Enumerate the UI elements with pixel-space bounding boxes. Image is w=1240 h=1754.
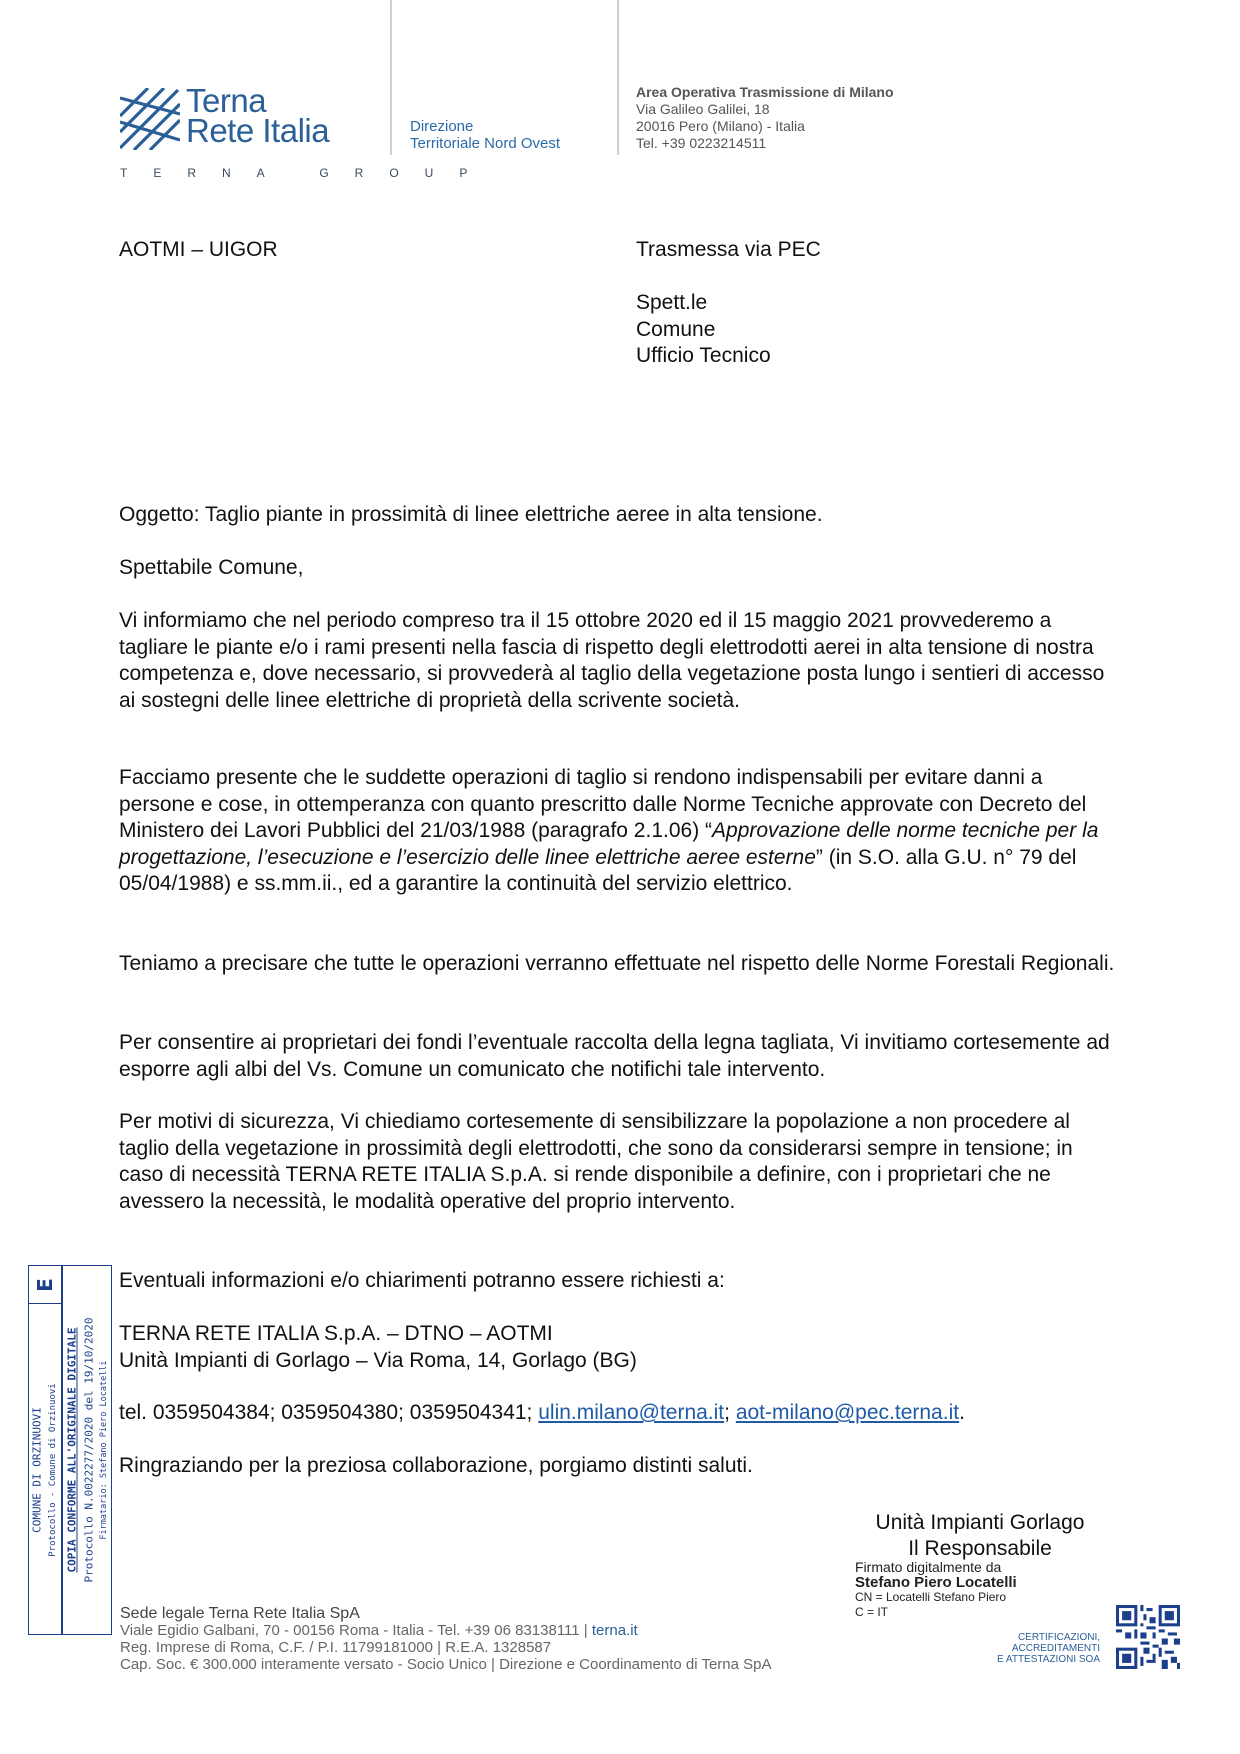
digital-signature-cn: CN = Locatelli Stefano Piero bbox=[855, 1590, 1007, 1604]
stamp-col-3 bbox=[63, 1266, 81, 1634]
greeting: Spettabile Comune, bbox=[119, 556, 304, 579]
footer-website-link[interactable]: terna.it bbox=[591, 1622, 638, 1639]
header-divider-2 bbox=[617, 0, 619, 155]
email-link-ulin[interactable]: ulin.milano@terna.it bbox=[538, 1401, 725, 1424]
area-title: Area Operativa Trasmissione di Milano bbox=[636, 84, 894, 100]
area-tel: Tel. +39 0223214511 bbox=[636, 135, 767, 151]
protocol-stamp bbox=[28, 1265, 112, 1635]
footer-line1 bbox=[120, 1622, 771, 1639]
terna-logo-icon bbox=[120, 88, 180, 150]
recipient-block bbox=[636, 290, 771, 370]
closing: Ringraziando per la preziosa collaborazione, porgiamo distinti saluti. bbox=[119, 1454, 753, 1477]
footer-separator: | bbox=[579, 1622, 592, 1639]
digital-signature-c: C = IT bbox=[855, 1605, 889, 1619]
area-address2: 20016 Pero (Milano) - Italia bbox=[636, 118, 805, 134]
transmission-note: Trasmessa via PEC bbox=[636, 238, 821, 261]
signer-block bbox=[860, 1510, 1100, 1562]
stamp-letter-box bbox=[29, 1266, 61, 1304]
contact-line2: Unità Impianti di Gorlago – Via Roma, 14, Gorlago (BG) bbox=[119, 1348, 637, 1372]
letter-reference: AOTMI – UIGOR bbox=[119, 238, 278, 261]
paragraph-2 bbox=[119, 765, 1119, 898]
stamp-line5: Firmatario: Stefano Piero Locatelli bbox=[99, 1360, 109, 1540]
logo-group-label: TERNA GROUP bbox=[120, 166, 494, 180]
footer-line3: Cap. Soc. € 300.000 interamente versato - Socio Unico | Direzione e Coordinamento di Terna SpA bbox=[120, 1656, 772, 1673]
stamp-line3: COPIA CONFORME ALL'ORIGINALE DIGITALE bbox=[65, 1327, 79, 1573]
paragraph-2-part2: ” (in S.O. alla G.U. n° 79 del 05/04/1988) e ss.mm.ii., ed a garantire la continuità del servizio elettrico. bbox=[119, 845, 1077, 895]
recipient-line1: Spett.le bbox=[636, 291, 708, 314]
stamp-left-column bbox=[29, 1266, 61, 1634]
stamp-line4: Protocollo N.0022277/2020 del 19/10/2020 bbox=[82, 1317, 96, 1583]
stamp-letter: E bbox=[33, 1277, 57, 1292]
logo-wordmark bbox=[186, 82, 330, 149]
digital-signature-line1: Firmato digitalmente da bbox=[855, 1559, 1002, 1575]
footer-line2: Reg. Imprese di Roma, C.F. / P.I. 11799181000 | R.E.A. 1328587 bbox=[120, 1639, 552, 1656]
cert-line1: CERTIFICAZIONI, bbox=[1017, 1632, 1100, 1643]
certification-logo bbox=[990, 1632, 1100, 1665]
logo-line-terna: Terna bbox=[186, 82, 267, 119]
signer-line1: Unità Impianti Gorlago bbox=[875, 1511, 1085, 1534]
stamp-col-5 bbox=[97, 1266, 111, 1634]
direzione-block bbox=[410, 118, 560, 152]
paragraph-4: Per consentire ai proprietari dei fondi l’eventuale raccolta della legna tagliata, Vi invitiamo cortesemente ad esporre agli albi del Vs. Comune un comunicato che notifichi tale intervento. bbox=[119, 1031, 1110, 1081]
digital-signature bbox=[855, 1560, 1017, 1620]
direzione-line2: Territoriale Nord Ovest bbox=[410, 135, 561, 152]
footer-title: Sede legale Terna Rete Italia SpA bbox=[120, 1605, 360, 1622]
direzione-line1: Direzione bbox=[410, 118, 474, 135]
stamp-line2: Protocollo - Comune di Orzinuovi bbox=[48, 1383, 58, 1557]
paragraph-5: Per motivi di sicurezza, Vi chiediamo cortesemente di sensibilizzare la popolazione a non procedere al taglio della vegetazione in prossimità degli elettrodotti, che sono da considerarsi sempre in tensione; in caso di necessità TERNA RETE ITALIA S.p.A. si rende disponibile a definire, con i proprietari che ne avessero la necessità, le modalità operative del proprio intervento. bbox=[119, 1110, 1073, 1213]
area-address1: Via Galileo Galilei, 18 bbox=[636, 101, 770, 117]
paragraph-6: Eventuali informazioni e/o chiarimenti potranno essere richiesti a: bbox=[119, 1269, 725, 1292]
cert-line3: E ATTESTAZIONI SOA bbox=[997, 1654, 1100, 1665]
header-divider-1 bbox=[390, 0, 392, 155]
stamp-col-1 bbox=[29, 1304, 45, 1636]
telephone-suffix: . bbox=[959, 1401, 965, 1424]
footer bbox=[120, 1605, 771, 1673]
stamp-col-2 bbox=[45, 1304, 61, 1636]
paragraph-1: Vi informiamo che nel periodo compreso tra il 15 ottobre 2020 ed il 15 maggio 2021 provvederemo a tagliare le piante e/o i rami presenti nella fascia di rispetto degli elettrodotti aerei in alta tensione di nostra competenza e, dove necessario, si provvederà al taglio della vegetazione posta lungo i sentieri di accesso ai sostegni delle linee elettriche di proprietà della scrivente società. bbox=[119, 609, 1105, 712]
stamp-line1: COMUNE DI ORZINUOVI bbox=[30, 1407, 44, 1533]
footer-address: Viale Egidio Galbani, 70 - 00156 Roma - Italia - Tel. +39 06 83138111 bbox=[120, 1622, 580, 1639]
qr-code-icon bbox=[1116, 1605, 1180, 1669]
recipient-line3: Ufficio Tecnico bbox=[636, 344, 771, 367]
email-link-pec[interactable]: aot-milano@pec.terna.it bbox=[735, 1401, 960, 1424]
paragraph-3: Teniamo a precisare che tutte le operazioni verranno effettuate nel rispetto delle Norme Forestali Regionali. bbox=[119, 952, 1115, 975]
area-operativa-block bbox=[636, 84, 894, 152]
paragraph-2-italic: Approvazione delle norme tecniche per la progettazione, l’esecuzione e l’esercizio delle linee elettriche aeree esterne bbox=[119, 819, 1099, 869]
contact-block bbox=[119, 1321, 1119, 1374]
stamp-col-4 bbox=[81, 1266, 97, 1634]
signer-line2: Il Responsabile bbox=[908, 1537, 1052, 1560]
contact-line1: TERNA RETE ITALIA S.p.A. – DTNO – AOTMI bbox=[119, 1322, 553, 1345]
cert-line2: ACCREDITAMENTI bbox=[1011, 1643, 1100, 1654]
email-separator: ; bbox=[724, 1401, 736, 1424]
recipient-line2: Comune bbox=[636, 317, 716, 341]
digital-signature-name: Stefano Piero Locatelli bbox=[855, 1574, 1017, 1591]
telephone-line bbox=[119, 1400, 1119, 1427]
logo-line-rete-italia: Rete Italia bbox=[186, 112, 330, 149]
telephone-numbers: tel. 0359504384; 0359504380; 0359504341; bbox=[119, 1401, 539, 1424]
paragraph-2-part1: Facciamo presente che le suddette operazioni di taglio si rendono indispensabili per evitare danni a persone e cose, in ottemperanza con quanto prescritto dalle Norme Tecniche approvate con Decreto del Ministero dei Lavori Pubblici del 21/03/1988 (paragrafo 2.1.06) “ bbox=[119, 766, 1087, 842]
subject: Oggetto: Taglio piante in prossimità di linee elettriche aeree in alta tensione. bbox=[119, 503, 823, 526]
